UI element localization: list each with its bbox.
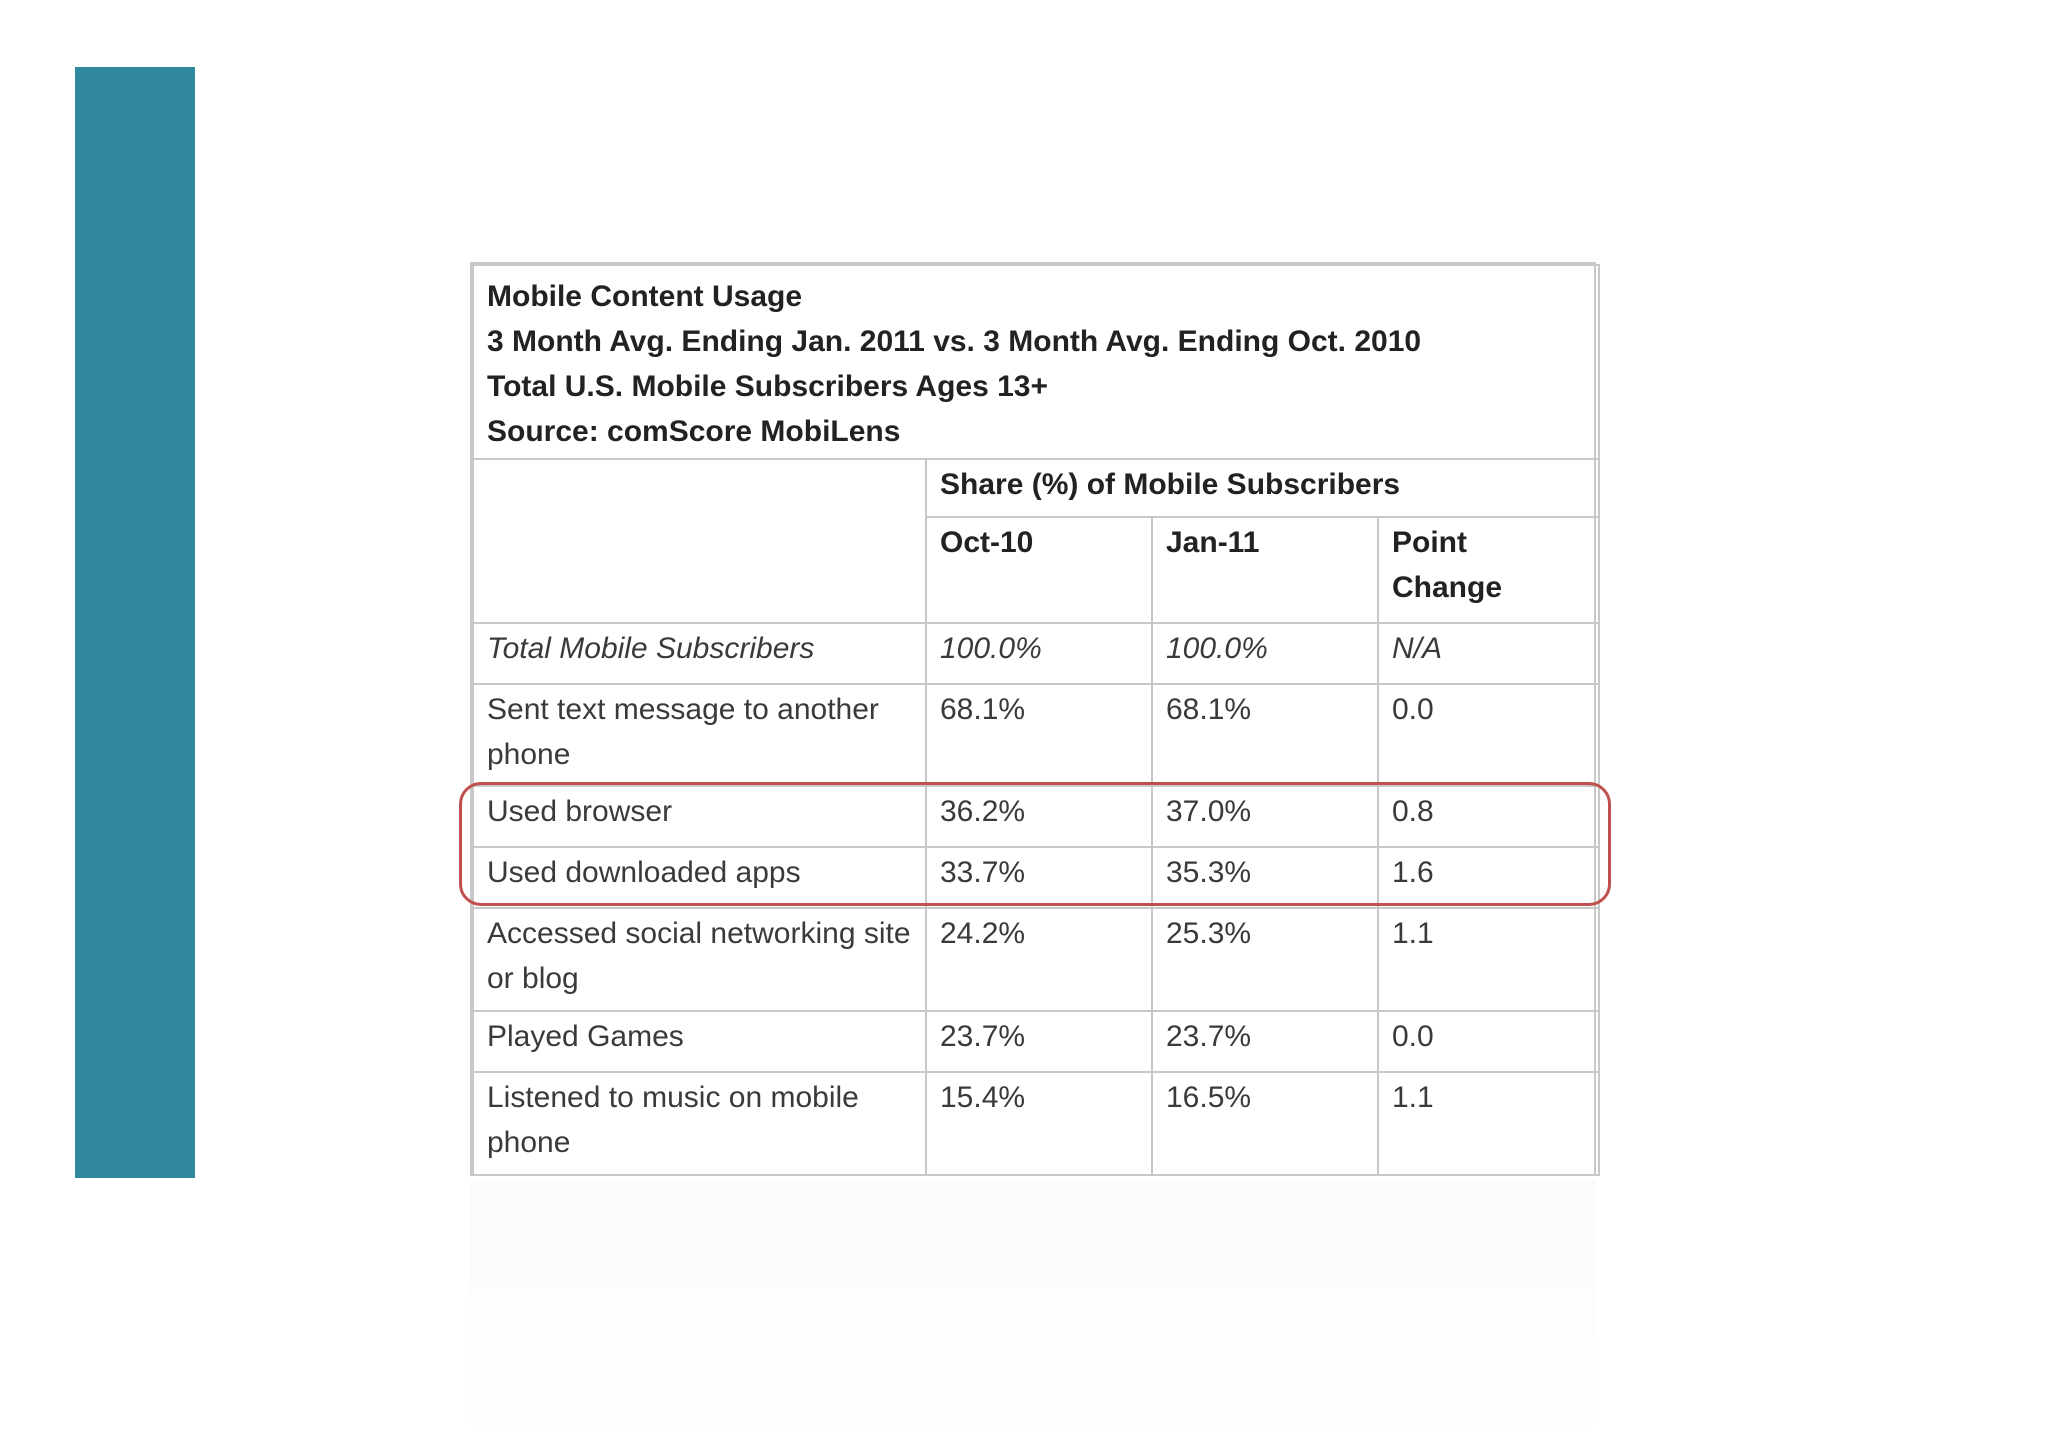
table-row [473,1072,1599,1175]
caption-row [473,265,1599,459]
row-oct-value: 33.7% [926,847,1152,908]
header-group-row [473,459,1599,517]
table-caption [473,265,1599,459]
row-label: Played Games [473,1011,926,1072]
mobile-content-usage-table [470,262,1596,1176]
header-group-label: Share (%) of Mobile Subscribers [926,459,1599,517]
row-label: Accessed social networking site or blog [473,908,926,1011]
header-empty-cell [473,459,926,623]
header-oct-10: Oct-10 [926,517,1152,623]
row-jan-value: 68.1% [1152,684,1378,786]
table-row [473,908,1599,1011]
row-change-value: N/A [1378,623,1599,684]
table-row-highlighted [473,786,1599,847]
row-oct-value: 23.7% [926,1011,1152,1072]
row-label: Used downloaded apps [473,847,926,908]
row-change-value: 1.6 [1378,847,1599,908]
table-population: Total U.S. Mobile Subscribers Ages 13+ [487,370,1048,403]
header-jan-11: Jan-11 [1152,517,1378,623]
header-point-change-line1: Point [1392,526,1467,559]
row-change-value: 0.8 [1378,786,1599,847]
row-change-value: 1.1 [1378,908,1599,1011]
usage-table-grid [472,264,1600,1176]
table-source: Source: comScore MobiLens [487,415,901,448]
table-title: Mobile Content Usage [487,280,803,313]
row-change-value: 0.0 [1378,1011,1599,1072]
row-jan-value: 16.5% [1152,1072,1378,1175]
row-jan-value: 23.7% [1152,1011,1378,1072]
row-oct-value: 36.2% [926,786,1152,847]
table-row [473,684,1599,786]
row-oct-value: 100.0% [926,623,1152,684]
row-label: Listened to music on mobile phone [473,1072,926,1175]
row-jan-value: 37.0% [1152,786,1378,847]
table-row [473,1011,1599,1072]
row-label: Sent text message to another phone [473,684,926,786]
row-label: Total Mobile Subscribers [473,623,926,684]
slide-footer-area [470,1180,1596,1449]
row-oct-value: 68.1% [926,684,1152,786]
row-jan-value: 25.3% [1152,908,1378,1011]
table-subtitle: 3 Month Avg. Ending Jan. 2011 vs. 3 Month Avg. Ending Oct. 2010 [487,325,1422,358]
row-oct-value: 15.4% [926,1072,1152,1175]
row-label: Used browser [473,786,926,847]
header-point-change [1378,517,1599,623]
accent-sidebar [75,67,195,1178]
table-row-total [473,623,1599,684]
table-row-highlighted [473,847,1599,908]
row-change-value: 1.1 [1378,1072,1599,1175]
header-point-change-line2: Change [1392,571,1503,604]
row-change-value: 0.0 [1378,684,1599,786]
row-jan-value: 100.0% [1152,623,1378,684]
row-oct-value: 24.2% [926,908,1152,1011]
row-jan-value: 35.3% [1152,847,1378,908]
